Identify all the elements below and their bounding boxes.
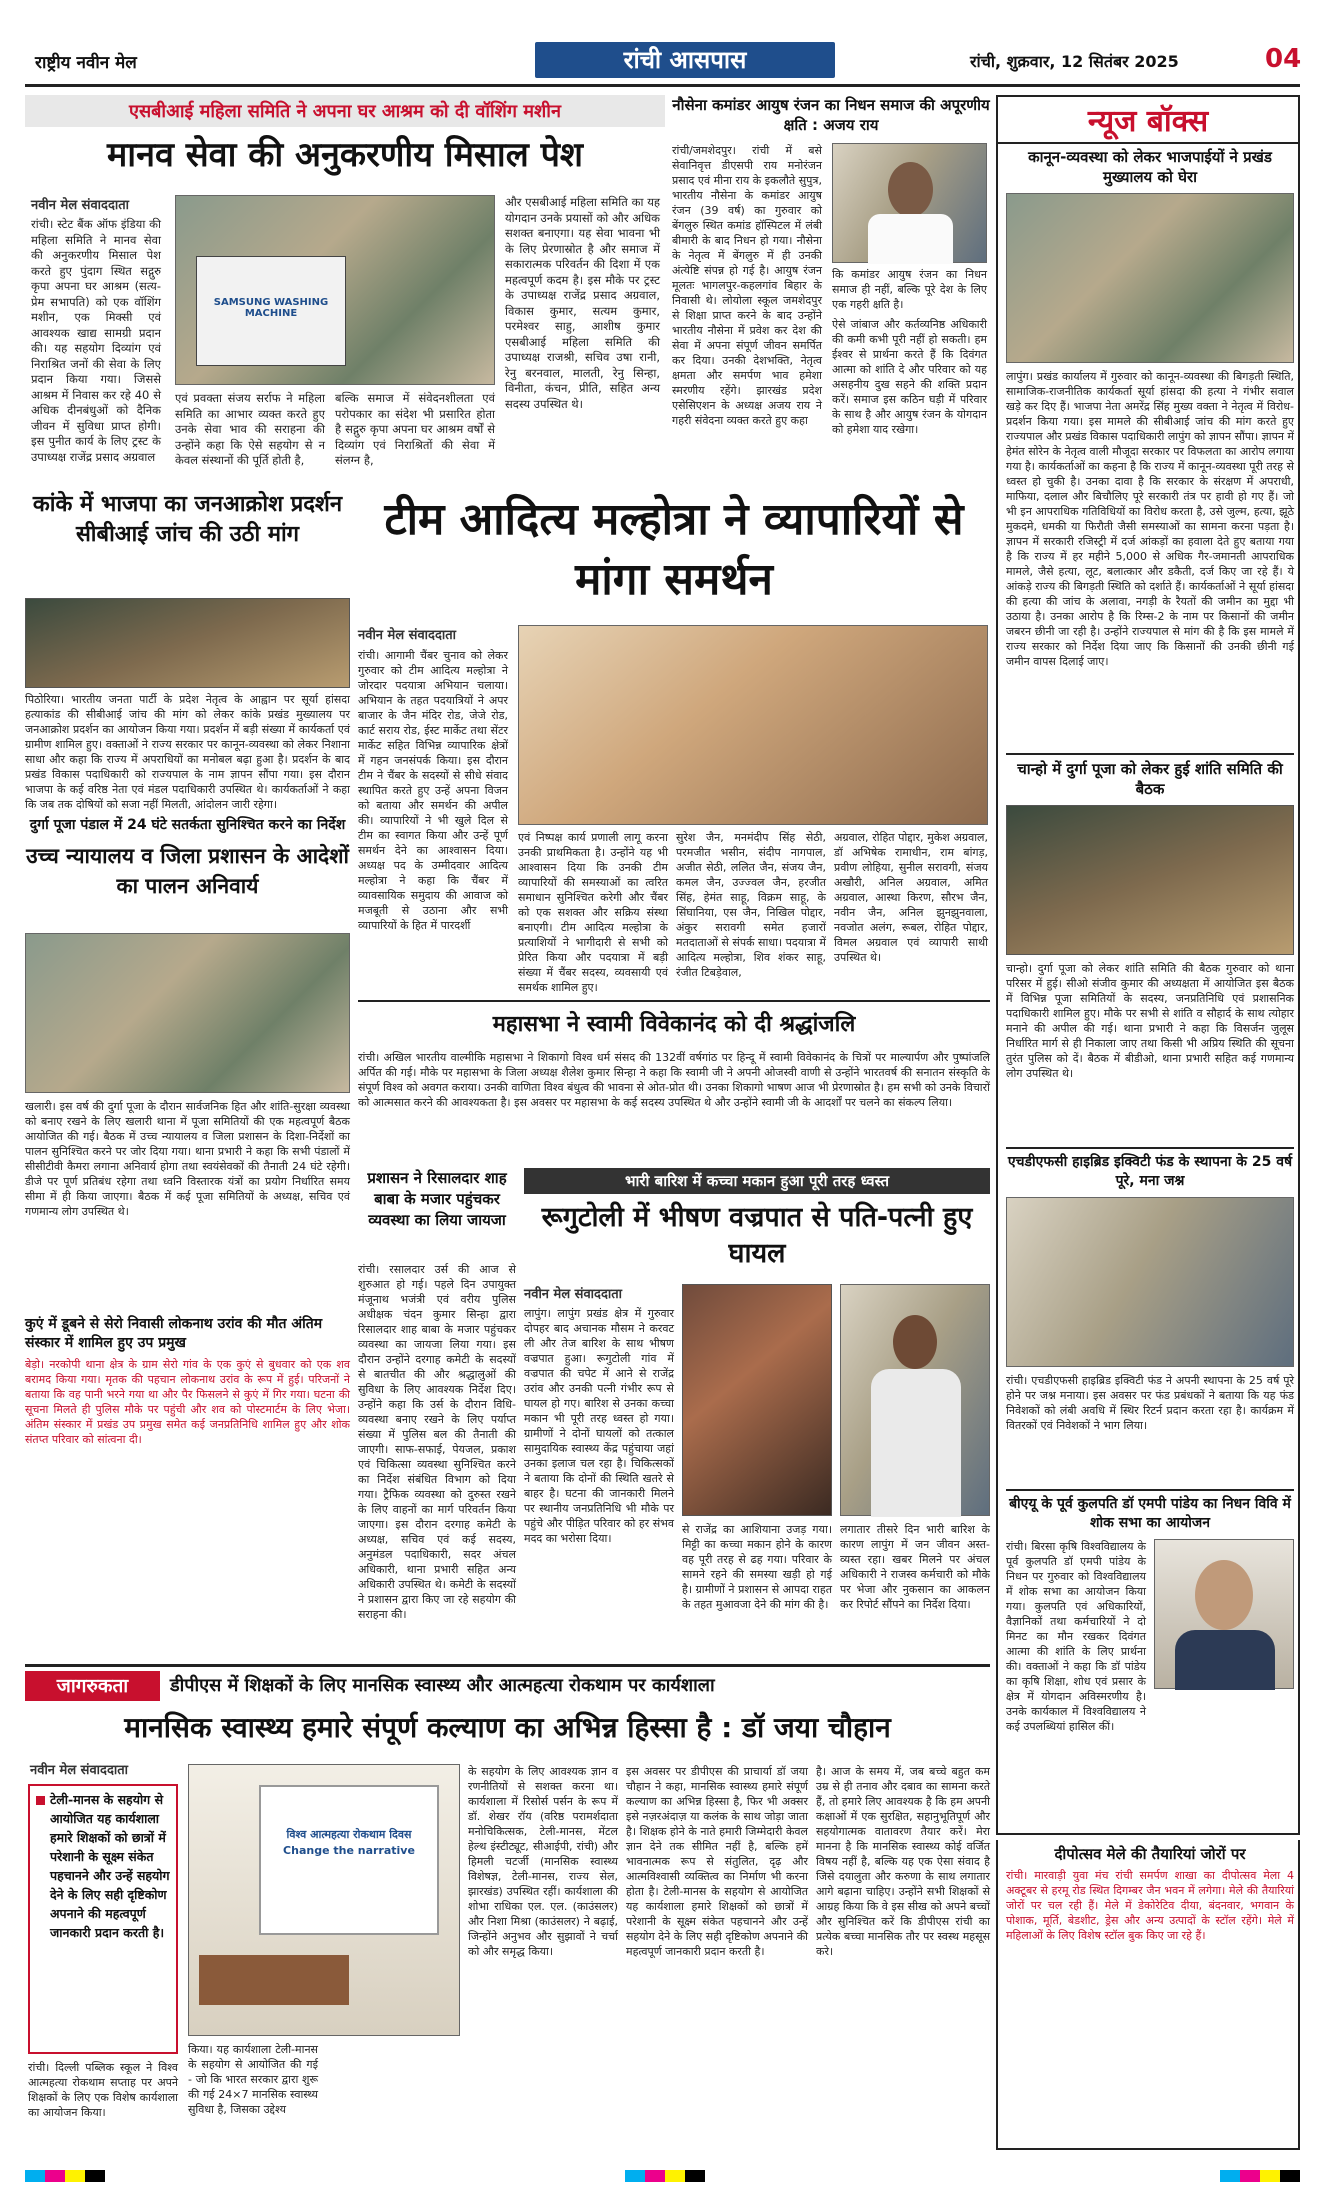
color-bar-left (25, 2170, 105, 2182)
vajrapat-byline: नवीन मेल संवाददाता (524, 1287, 622, 1302)
dateline: रांची, शुक्रवार, 12 सितंबर 2025 (970, 52, 1179, 71)
nb-item4-text-extra (1154, 1693, 1294, 1819)
washing-machine-label: SAMSUNG WASHING MACHINE (213, 297, 329, 319)
aditya-byline: नवीन मेल संवाददाता (358, 628, 456, 643)
jagrukta-headline: मानसिक स्वास्थ्य हमारे संपूर्ण कल्याण का अभिन्न हिस्सा है : डॉ जया चौहान (124, 1711, 891, 1744)
mahasabha-story (358, 1000, 990, 1160)
aditya-story (358, 490, 990, 994)
navy-story (672, 95, 990, 480)
aditya-col1: रांची। आगामी चैंबर चुनाव को लेकर गुरुवार को टीम आदित्य मल्होत्रा ने जोरदार पदयात्रा अभियान चलाया। अभियान के तहत पदयात्रियों ने अपर बाजार के जैन मंदिर रोड, जेजे रोड, कार्ट सराय रोड, ईस्ट मार्केट तथा सेंटर मार्केट सहित विभिन्न व्यापारिक क्षेत्रों में गहन जनसंपर्क किया। इस दौरान टीम ने चैंबर के सदस्यों से सीधे संवाद स्थापित करते हुए उन्हें अपना विजन को बताया और समर्थन की अपील की। व्यापारियों ने भी खुले दिल से टीम का स्वागत किया और उन्हें पूर्ण समर्थन देने का आश्वासन दिया। अध्यक्ष पद के उम्मीदवार आदित्य मल्होत्रा ने कहा कि चैंबर में व्यावसायिक समुदाय की आवाज को मजबूती से उठाना और सभी व्यापारियों के हित में पारदर्शी (358, 649, 508, 932)
nb-item4-text: रांची। बिरसा कृषि विश्वविद्यालय के पूर्व कुलपति डॉ एमपी पांडेय के निधन पर गुरुवार को विश्वविद्यालय में शोक सभा का आयोजन किया गया। कुलपति एवं अधिकारियों, वैज्ञानिकों तथा कर्मचारियों ने दो मिनट का मौन रखकर दिवंगत आत्मा की शांति के लिए प्रार्थना की। वक्ताओं ने कहा कि डॉ पांडेय का कृषि शिक्षा, शोध एवं प्रसार के क्षेत्र में योगदान अविस्मरणीय है। उनके कार्यकाल में विश्वविद्यालय ने कई उपलब्धियां हासिल कीं। (1006, 1540, 1146, 1733)
vajrapat-story (524, 1168, 990, 1658)
news-box (996, 95, 1300, 1835)
vajrapat-house-photo (682, 1284, 832, 1516)
officer-uniform (868, 214, 953, 264)
nb-divider-2 (1006, 1147, 1294, 1149)
mahasabha-text: रांची। अखिल भारतीय वाल्मीकि महासभा ने शिकागो विश्व धर्म संसद की 132वीं वर्षगांठ पर हिन्दू में स्वामी विवेकानंद के चित्रों पर माल्यार्पण और पुष्पांजलि अर्पित की गई। मौके पर महासभा के जिला अध्यक्ष शैलेश कुमार सिन्हा ने कहा कि स्वामी जी ने अपनी ओजस्वी वाणी से उन्होंने भारतवर्ष की सनातन संस्कृति के संपूर्ण विश्व को अवगत कराया। उनकी वाणिता विश्व बंधुत्व की भावना से ओत-प्रोत थी। उनका शिकागो भाषण आज भी प्रेरणास्रोत है। हम सभी को उनके विचारों को आत्मसात करने की आवश्यकता है। इस अवसर पर महासभा के कई सदस्य उपस्थित थे और उन्होंने स्वामी जी के आदर्शों पर चलने का संकल्प लिया। (358, 1051, 990, 1109)
sbi-byline: नवीन मेल संवाददाता (31, 198, 129, 213)
nb-item3-text: रांची। एचडीएफसी हाइब्रिड इक्विटी फंड ने अपनी स्थापना के 25 वर्ष पूरे होने पर जश्न मनाया। इस अवसर पर फंड प्रबंधकों ने बताया कि यह फंड निवेशकों को लंबी अवधि में स्थिर रिटर्न प्रदान करता रहा है। कार्यक्रम में वितरकों एवं निवेशकों ने भाग लिया। (1006, 1374, 1294, 1432)
jagrukta-col4: इस अवसर पर डीपीएस की प्राचार्या डॉ जया चौहान ने कहा, मानसिक स्वास्थ्य हमारे संपूर्ण कल्याण का अभिन्न हिस्सा है, फिर भी अक्सर इसे नज़रअंदाज़ या कलंक के साथ जोड़ा जाता है। शिक्षक होने के नाते हमारी जिम्मेदारी केवल ज्ञान देने तक सीमित नहीं है, बल्कि हमें भावनात्मक रूप से संतुलित, दृढ़ और आत्मविश्वासी व्यक्तित्व का निर्माण भी करना होता है। टेली-मानस के सहयोग से आयोजित यह कार्यशाला हमारे शिक्षकों को छात्रों में परेशानी के सूक्ष्म संकेत पहचानने और उन्हें सहयोग देने के लिए सही दृष्टिकोण अपनाने की महत्वपूर्ण जानकारी प्रदान करती है। (626, 1765, 808, 1958)
jagrukta-highlight: टेली-मानस के सहयोग से आयोजित यह कार्यशाला हमारे शिक्षकों को छात्रों में परेशानी के सूक्ष्म संकेत पहचानने और उन्हें सहयोग देने के लिए सही दृष्टिकोण अपनाने की महत्वपूर्ण जानकारी प्रदान करती है। (50, 1792, 170, 1940)
kanke-story (25, 490, 350, 810)
nb-bottom (996, 1840, 1300, 2150)
kanke-text: पिठोरिया। भारतीय जनता पार्टी के प्रदेश नेतृत्व के आह्वान पर सूर्या हांसदा हत्याकांड की सीबीआई जांच की मांग को लेकर कांके प्रखंड मुख्यालय पर जनआक्रोश प्रदर्शन का आयोजन किया गया। प्रदर्शन में बड़ी संख्या में कार्यकर्ता एवं ग्रामीण शामिल हुए। वक्ताओं ने राज्य सरकार पर कानून-व्यवस्था को लेकर निशाना साधा और कहा कि राज्य में अपराधियों का मनोबल बढ़ा हुआ है। प्रदर्शन के बाद प्रखंड विकास पदाधिकारी को राज्यपाल के नाम ज्ञापन सौंपा गया। इस दौरान भाजपा के कई वरिष्ठ नेता एवं मंडल पदाधिकारी उपस्थित थे। कार्यकर्ताओं ने कहा कि जब तक दोषियों को सजा नहीं मिलती, आंदोलन जारी रहेगा। (25, 693, 350, 811)
portrait-face (1195, 1560, 1253, 1630)
sbi-headline: मानव सेवा की अनुकरणीय मिसाल पेश (106, 135, 584, 175)
vajrapat-headline: रूगुटोली में भीषण वज्रपात से पति-पत्नी हुए घायल (541, 1202, 973, 1269)
sbi-kicker: एसबीआई महिला समिति ने अपना घर आश्रम को दी वॉशिंग मशीन (25, 95, 665, 127)
jagrukta-col5: है। आज के समय में, जब बच्चे बहुत कम उम्र से ही तनाव और दबाव का सामना करते हैं, तो हमारे लिए आवश्यक है कि हम अपनी कक्षाओं में एक सुरक्षित, सहानुभूतिपूर्ण और सहयोगात्मक वातावरण तैयार करें। मेरा मानना है कि मानसिक स्वास्थ्य कोई वर्जित विषय नहीं है, बल्कि यह एक ऐसा संवाद है जिसे दयालुता और करुणा के साथ लगातार आगे बढ़ाना चाहिए। उन्होंने सभी शिक्षकों से आग्रह किया कि वे इस सीख को अपने बच्चों और सुनिश्चित करें कि डीपीएस रांची का प्रत्येक बच्चा मानसिक तौर पर स्वस्थ महसूस करे। (816, 1765, 990, 1958)
color-bar-right (1220, 2170, 1300, 2182)
nb-item1-headline: कानून-व्यवस्था को लेकर भाजपाईयों ने प्रखंड मुख्यालय को घेरा (1028, 148, 1272, 186)
sbi-photo (175, 195, 495, 385)
durga-court-story (25, 815, 350, 1446)
nb-item4-portrait (1154, 1539, 1294, 1689)
navy-col2: ऐसे जांबाज और कर्तव्यनिष्ठ अधिकारी की कमी कभी पूरी नहीं हो सकती। हम ईश्वर से प्रार्थना करते हैं कि दिवंगत आत्मा को शांति दे और परिवार को यह असहनीय दुख सहने की शक्ति प्रदान करें। समाज इस कठिन घड़ी में परिवार के साथ है और आयुष रंजन के योगदान को हमेशा याद रखेगा। (832, 318, 987, 436)
aditya-col3: सुरेश जैन, मनमंदीप सिंह सेठी, परमजीत भसीन, संदीप नागपाल, अजीत सेठी, ललित जैन, संजय जैन, कमल जैन, उज्ज्वल जैन, हरजीत सिंह, हेमंत साहू, विक्रम साहू, के सिंघानिया, एस जैन, निखिल पोद्दार, अंकुर सरावगी समेत हजारों मतदाताओं से संपर्क साधा। पदयात्रा में आदित्य मल्होत्रा, शिव शंकर साहू, रंजीत टिबड़ेवाल, (676, 831, 826, 979)
navy-headline: नौसेना कमांडर आयुष रंजन का निधन समाज की अपूरणीय क्षति : अजय राय (672, 96, 990, 134)
man-shirt (871, 1369, 961, 1517)
nb-item5-headline: दीपोत्सव मेले की तैयारियां जोरों पर (1054, 1845, 1246, 1863)
jagrukta-col1: रांची। दिल्ली पब्लिक स्कूल ने विश्व आत्महत्या रोकथाम सप्ताह पर अपने शिक्षकों के लिए एक विशेष कार्यशाला का आयोजन किया। (28, 2061, 178, 2119)
washing-machine-box (196, 256, 346, 366)
navy-caption: कि कमांडर आयुष रंजन का निधन समाज ही नहीं, बल्कि पूरे देश के लिए एक गहरी क्षति है। (832, 268, 987, 311)
jagrukta-col2: किया। यह कार्यशाला टेली-मानस के सहयोग से आयोजित की गई - जो कि भारत सरकार द्वारा शुरू की गई 24×7 मानसिक स्वास्थ्य सुविधा है, जिसका उद्देश्य (188, 2043, 318, 2116)
nb-item1-photo (1006, 193, 1294, 363)
aditya-col2: एवं निष्पक्ष कार्य प्रणाली लागू करना उनकी प्राथमिकता है। उन्होंने यह भी आश्वासन दिया कि उनकी टीम व्यापारियों की समस्याओं का त्वरित समाधान सुनिश्चित करेगी और चैंबर को एक सशक्त और सक्रिय संस्था बनाएगी। टीम आदित्य मल्होत्रा के प्रत्याशियों ने भागीदारी से सभी को प्रेरित किया और पदयात्रा में बड़ी संख्या में चैंबर सदस्य, व्यवसायी एवं समर्थक शामिल हुए। (518, 831, 668, 994)
masthead (25, 42, 1300, 80)
kanke-photo (25, 598, 350, 688)
section-title: रांची आसपास (623, 46, 747, 74)
red-square-bullet-icon (36, 1796, 45, 1805)
kuan-story (25, 1315, 350, 1446)
screen-caption: विश्व आत्महत्या रोकथाम दिवस Change the narrative (283, 1828, 415, 1857)
portrait-body (1175, 1630, 1275, 1690)
jagrukta-highlight-box (28, 1784, 178, 2054)
speaker-table (199, 1955, 349, 2005)
sbi-col4: और एसबीआई महिला समिति का यह योगदान उनके प्रयासों को और अधिक सशक्त बनाएगा। यह सेवा भावना भी के लिए प्रेरणास्रोत है और समाज में सकारात्मक परिवर्तन की दिशा में एक महत्वपूर्ण कदम है। इस मौके पर ट्रस्ट के उपाध्यक्ष राजेंद्र प्रसाद अग्रवाल, विकास कुमार, सत्यम कुमार, परमेश्वर साहु, आशीष कुमार एसबीआई महिला समिति की उपाध्यक्ष राजश्री, सचिव उषा रानी, रेनु बरनवाल, मालती, रेनु सिन्हा, विनीता, कंचन, प्रीति, सहित अन्य सदस्य उपस्थित थे। (505, 195, 660, 411)
navy-officer-photo (832, 143, 987, 263)
vajrapat-caption1: से राजेंद्र का आशियाना उजड़ गया। मिट्टी का कच्चा मकान होने के कारण वह पूरी तरह से ढह गया। परिवार के सामने रहने की समस्या खड़ी हो गई है। ग्रामीणों ने प्रशासन से आपदा राहत के तहत मुआवजा देने की मांग की है। (682, 1523, 832, 1611)
nb-divider-1 (1006, 753, 1294, 755)
aditya-col4: अग्रवाल, रोहित पोद्दार, मुकेश अग्रवाल, डॉ अभिषेक रामाधीन, राम बांगड़, प्रवीण लोहिया, सुनील सरावगी, संजय अखौरी, अनिल अग्रवाल, अमित अग्रवाल, आस्था किरण, सौरभ जैन, नवीन जैन, अनिल झुनझुनवाला, नवजोत अलंग, रूबल, रोहित पोद्दार, विमल अग्रवाल एवं व्यापारी साथी उपस्थित थे। (834, 831, 988, 964)
page-number: 04 (1265, 44, 1302, 74)
jagrukta-col3: के सहयोग के लिए आवश्यक ज्ञान व रणनीतियों से सशक्त करना था। कार्यशाला में रिसोर्स पर्सन के रूप में डॉ. शेखर रॉय (वरिष्ठ परामर्शदाता मनोचिकित्सक, टेली-मानस, मेंटल हेल्थ इंस्टीट्यूट, सीआईपी, रांची) और हिमली चटर्जी (मानसिक स्वास्थ्य विशेषज्ञ, टेली-मानस, राज्य सेल, झारखंड) उपस्थित रहीं। कार्यशाला की शोभा राधिका एल. एल. (काउंसलर) और निशा मिश्रा (काउंसलर) ने बढ़ाई, जिन्होंने अनुभव और सुझावों ने चर्चा को और समृद्ध किया। (468, 1765, 618, 1958)
mazar-story (358, 1168, 516, 1658)
mahasabha-headline: महासभा ने स्वामी विवेकानंद को दी श्रद्धांजलि (492, 1012, 856, 1037)
man-face (893, 1315, 937, 1369)
durga-headline: उच्च न्यायालय व जिला प्रशासन के आदेशों का पालन अनिवार्य (26, 844, 349, 898)
mazar-text: रांची। रसालदार उर्स की आज से शुरुआत हो गई। पहले दिन उपायुक्त मंजूनाथ भजंत्री एवं वरीय पुलिस अधीक्षक चंदन कुमार सिन्हा द्वारा रिसालदार शाह बाबा के मजार पहुंचकर व्यवस्था का जायजा लिया गया। इस दौरान उन्होंने दरगाह कमेटी के सदस्यों से बातचीत की और श्रद्धालुओं की सुविधा के लिए आवश्यक निर्देश दिए। उन्होंने कहा कि उर्स के दौरान विधि-व्यवस्था बनाए रखने के लिए पर्याप्त संख्या में पुलिस बल की तैनाती की जाएगी। साफ-सफाई, पेयजल, प्रकाश एवं चिकित्सा व्यवस्था सुनिश्चित करने का निर्देश संबंधित विभाग को दिया गया। ट्रैफिक व्यवस्था को दुरुस्त रखने के लिए वाहनों का मार्ग परिवर्तन किया जाएगा। इस दौरान दरगाह कमेटी के अध्यक्ष, सचिव एवं कई सदस्य, अनुमंडल पदाधिकारी, सदर अंचल अधिकारी, थाना प्रभारी सहित अन्य अधिकारी उपस्थित थे। कमेटी के सदस्यों ने प्रशासन द्वारा किए जा रहे सहयोग की सराहना की। (358, 1263, 516, 1621)
jagrukta-strap: डीपीएस में शिक्षकों के लिए मानसिक स्वास्थ्य और आत्महत्या रोकथाम पर कार्यशाला (170, 1675, 715, 1696)
nb-item3-headline: एचडीएफसी हाइब्रिड इक्विटी फंड के स्थापना के 25 वर्ष पूरे, मना जश्न (1007, 1154, 1293, 1189)
kuan-headline: कुएं में डूबने से सेरो निवासी लोकनाथ उरांव की मौत अंतिम संस्कार में शामिल हुए उप प्रमुख (25, 1316, 323, 1351)
jagrukta-byline: नवीन मेल संवाददाता (30, 1763, 128, 1778)
durga-photo (25, 933, 350, 1093)
sbi-col1: रांची। स्टेट बैंक ऑफ इंडिया की महिला समिति ने मानव सेवा की अनुकरणीय मिसाल पेश करते हुए पुंदाग स्थित सद्गुरु कृपा अपना घर आश्रम (सत्य-प्रेम सभापति) को एक वॉशिंग मशीन, एक मिक्सी एवं आवश्यक खाद्य सामग्री प्रदान की। यह सहयोग दिव्यांग एवं निराश्रित जनों की सेवा के लिए प्रदान किया गया। जिससे आश्रम में निवास कर रहे 40 से अधिक दीनबंधुओं को दैनिक जीवन में सुविधा प्राप्त होगी। इस पुनीत कार्य के लिए ट्रस्ट के उपाध्यक्ष राजेंद्र प्रसाद अग्रवाल (31, 217, 161, 464)
nb-divider-3 (1006, 1489, 1294, 1491)
officer-face (888, 162, 933, 217)
vajrapat-man-photo (840, 1284, 990, 1516)
vajrapat-col1: लापुंग। लापुंग प्रखंड क्षेत्र में गुरुवार दोपहर बाद अचानक मौसम ने करवट ली और तेज बारिश के साथ भीषण वज्रपात हुआ। रूगुटोली गांव में वज्रपात की चपेट में आने से राजेंद्र उरांव और उनकी पत्नी गंभीर रूप से घायल हो गए। बारिश से उनका कच्चा मकान भी पूरी तरह ध्वस्त हो गया। ग्रामीणों ने दोनों घायलों को तत्काल सामुदायिक स्वास्थ्य केंद्र पहुंचाया जहां उनका इलाज चल रहा है। चिकित्सकों ने बताया कि दोनों की स्थिति खतरे से बाहर है। घटना की जानकारी मिलने पर स्थानीय जनप्रतिनिधि भी मौके पर पहुंचे और पीड़ित परिवार को हर संभव मदद का भरोसा दिया। (524, 1307, 674, 1545)
mahasabha-rule (358, 1000, 990, 1002)
mazar-headline: प्रशासन ने रिसालदार शाह बाबा के मजार पहुंचकर व्यवस्था का लिया जायजा (367, 1169, 507, 1229)
jagrukta-photo (188, 1764, 460, 2036)
durga-text: खलारी। इस वर्ष की दुर्गा पूजा के दौरान सार्वजनिक हित और शांति-सुरक्षा व्यवस्था को बनाए रखने के लिए खलारी थाना में पूजा समितियों की एक महत्वपूर्ण बैठक आयोजित की गई। बैठक में उच्च न्यायालय व जिला प्रशासन के दिशा-निर्देशों का पालन सुनिश्चित करने पर जोर दिया गया। थाना प्रभारी ने कहा कि सभी पंडालों में सीसीटीवी कैमरा लगाना अनिवार्य होगा तथा स्वयंसेवकों की तैनाती 24 घंटे रहेगी। डीजे पर पूर्ण प्रतिबंध रहेगा तथा ध्वनि विस्तारक यंत्रों का प्रयोग निर्धारित समय सीमा में ही किया जाएगा। बैठक में कई पूजा समितियों के अध्यक्ष, सचिव एवं गणमान्य लोग उपस्थित थे। (25, 1100, 350, 1218)
registration-strip (25, 2170, 1300, 2184)
color-bar-center (625, 2170, 705, 2182)
masthead-rule (25, 84, 1300, 87)
sbi-col2: एवं प्रवक्ता संजय सर्राफ ने महिला समिति का आभार व्यक्त करते हुए उनके सेवा भाव की सराहना की उन्होंने कहा कि ऐसे सहयोग से न केवल संस्थानों की पूर्ति होती है, (175, 391, 325, 467)
vajrapat-caption2: लगातार तीसरे दिन भारी बारिश के कारण लापुंग में जन जीवन अस्त-व्यस्त रहा। खबर मिलने पर अंचल अधिकारी ने राजस्व कर्मचारी को मौके पर भेजा और नुकसान का आकलन कर रिपोर्ट सौंपने का निर्देश दिया। (840, 1523, 990, 1611)
vajrapat-kicker: भारी बारिश में कच्चा मकान हुआ पूरी तरह ध्वस्त (524, 1168, 990, 1194)
sbi-story (25, 95, 665, 485)
aditya-headline: टीम आदित्य मल्होत्रा ने व्यापारियों से मांगा समर्थन (384, 494, 964, 605)
section-banner (535, 42, 835, 78)
jagrukta-tag: जागरुकता (25, 1671, 160, 1701)
kanke-headline: कांके में भाजपा का जनआक्रोश प्रदर्शन सीबीआई जांच की उठी मांग (32, 492, 343, 547)
projector-screen (259, 1785, 439, 1935)
nb-item2-photo (1006, 805, 1294, 955)
nb-item3-photo (1006, 1197, 1294, 1367)
nb-item2-text: चान्हो। दुर्गा पूजा को लेकर शांति समिति की बैठक गुरुवार को थाना परिसर में हुई। सीओ संजीव कुमार की अध्यक्षता में आयोजित इस बैठक में विभिन्न पूजा समितियों के सदस्य, जनप्रतिनिधि एवं प्रशासनिक पदाधिकारी शामिल हुए। मौके पर सभी से शांति व सौहार्द के साथ त्योहार मनाने की अपील की गई। थाना प्रभारी ने कहा कि विसर्जन जुलूस निर्धारित मार्ग से ही निकाला जाए तथा किसी भी अप्रिय स्थिति की सूचना तुरंत पुलिस को दें। बैठक में बीडीओ, थाना प्रभारी सहित कई गणमान्य लोग उपस्थित थे। (1006, 962, 1294, 1080)
durga-kicker: दुर्गा पूजा पंडाल में 24 घंटे सतर्कता सुनिश्चित करने का निर्देश (29, 817, 346, 833)
paper-name: राष्ट्रीय नवीन मेल (35, 53, 137, 73)
navy-col1: रांची/जमशेदपुर। रांची में बसे सेवानिवृत्त डीएसपी राय मनोरंजन प्रसाद एवं मीना राय के इकलौते सुपुत्र, भारतीय नौसेना के कमांडर आयुष रंजन (39 वर्ष) का गुरुवार को बेंगलुरु स्थित कमांड हॉस्पिटल में लंबी बीमारी के बाद निधन हो गया। नौसेना के नेतृत्व में बेंगलुरु में ही उनकी अंत्येष्टि संपन्न हो गई है। आयुष रंजन मूलतः भागलपुर-कहलगांव बिहार के निवासी थे। लोयोला स्कूल जमशेदपुर से शिक्षा प्राप्त करने के बाद उन्होंने भारतीय नौसेना में प्रवेश कर देश की सेवा में अपना संपूर्ण जीवन समर्पित कर दिया। उनकी देशभक्ति, नेतृत्व क्षमता और समर्पण भाव हमेशा स्मरणीय रहेंगे। झारखंड प्रदेश एसेसिएशन के अध्यक्ष अजय राय ने गहरी संवेदना व्यक्त करते हुए कहा (672, 144, 822, 427)
jagrukta-strapbar (25, 1664, 990, 1700)
kuan-text: बेड़ो। नरकोपी थाना क्षेत्र के ग्राम सेरो गांव के एक कुएं से बुधवार को एक शव बरामद किया गया। मृतक की पहचान लोकनाथ उरांव के रूप में हुई। परिजनों ने बताया कि वह पानी भरने गया था और पैर फिसलने से कुएं में गिर गया। घटना की सूचना मिलते ही पुलिस मौके पर पहुंची और शव को पोस्टमार्टम के लिए भेजा। अंतिम संस्कार में प्रखंड उप प्रमुख समेत कई जनप्रतिनिधि शामिल हुए और शोक संतप्त परिवार को सांत्वना दी। (25, 1358, 350, 1446)
aditya-photo (518, 625, 988, 825)
nb-item4-headline: बीएयू के पूर्व कुलपति डॉ एमपी पांडेय का निधन विवि में शोक सभा का आयोजन (1009, 1496, 1291, 1531)
sbi-col3: बल्कि समाज में संवेदनशीलता एवं परोपकार का संदेश भी प्रसारित होता है सद्गुरु कृपा अपना घर आश्रम वर्षों से दिव्यांग एवं निराश्रितों की सेवा में संलग्न है, (335, 391, 495, 467)
nb-item1-text: लापुंग। प्रखंड कार्यालय में गुरुवार को कानून-व्यवस्था की बिगड़ती स्थिति, सामाजिक-राजनीतिक कार्यकर्ता सूर्या हांसदा की हत्या ने गंभीर सवाल खड़े कर दिए हैं। भाजपा नेता अमरेंद्र सिंह मुख्य वक्ता ने नेतृत्व में विरोध-प्रदर्शन किया गया। इस मामले की सीबीआई जांच की मांग करते हुए राज्यपाल और प्रखंड विकास पदाधिकारी लापुंग को ज्ञापन सौंपा। ज्ञापन में हेमंत सोरेन के नेतृत्व वाली मौजूदा सरकार पर विफलता का आरोप लगाया गया है। कार्यकर्ताओं का कहना है कि राज्य में कानून-व्यवस्था पूरी तरह से ध्वस्त हो चुकी है। उनका दावा है कि सरकार के संरक्षण में अपराधी, माफिया, दलाल और बिचौलिए पूरे सरकारी तंत्र पर हावी हो गए हैं। जो भी इन आपराधिक गतिविधियों का विरोध करता है, उसे जुल्म, हत्या, झूठे मुकदमे, धमकी या फिरौती जैसी समस्याओं का सामना करना पड़ता है। ज्ञापन में सरकारी रजिस्ट्री में दर्ज आंकड़ों का हवाला देते हुए बताया गया है कि राज्य में हर महीने 5,000 से अधिक गैर-जमानती आपराधिक मामले, जैसे हत्या, लूट, बलात्कार और डकैती, दर्ज किए जा रहे हैं। ये आंकड़े राज्य की बिगड़ती स्थिति को दर्शाते हैं। कार्यकर्ताओं ने सूर्या हांसदा की हत्या की जांच के अलावा, नगड़ी के रैयतों की जमीन का मुद्दा भी उठाया है। उनका आरोप है कि रिम्स-2 के नाम पर किसानों की जमीन जबरन छीनी जा रही है। उन्होंने राज्यपाल से मांग की है कि इस मामले में राज्य सरकार को निर्देश दिया जाए कि किसानों की उनकी छीनी गई जमीन वापस दिलाई जाए। (1006, 370, 1295, 668)
nb-item2-headline: चान्हो में दुर्गा पूजा को लेकर हुई शांति समिति की बैठक (1017, 760, 1283, 798)
news-box-title: न्यूज बॉक्स (998, 97, 1298, 144)
nb-item5-text: रांची। मारवाड़ी युवा मंच रांची समर्पण शाखा का दीपोत्सव मेला 4 अक्टूबर से हरमू रोड स्थित दिगम्बर जैन भवन में लगेगा। मेले की तैयारियां जोरों पर चल रही हैं। मेले में डेकोरेटिव दीया, बंदनवार, भगवान के पोशाक, मूर्ति, बेडशीट, ड्रेस और अन्य उत्पादों के स्टॉल रहेंगे। मेले में महिलाओं के लिए विशेष स्टॉल बुक किए जा रहे हैं। (1006, 1869, 1294, 1942)
